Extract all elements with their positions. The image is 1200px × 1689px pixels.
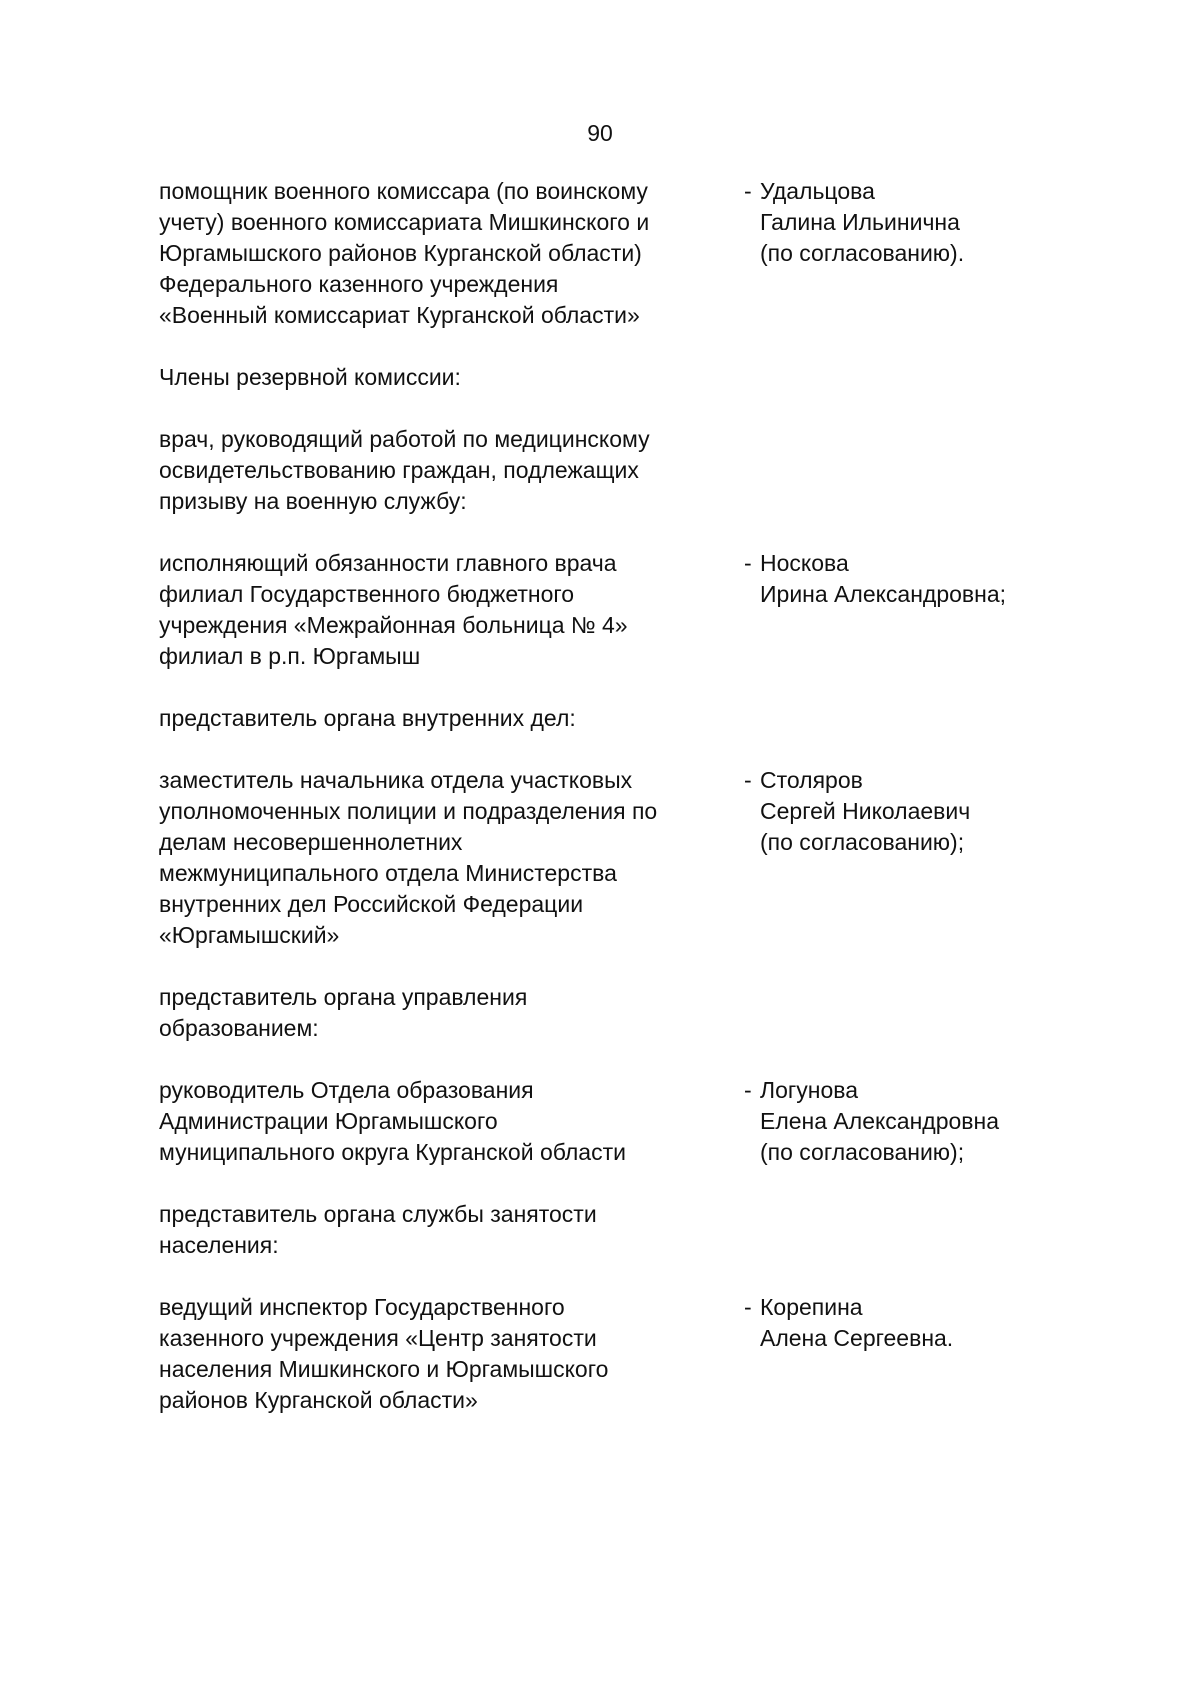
person-block [744, 1075, 1044, 1168]
section-heading-reserve-members: Члены резервной комиссии: [159, 364, 461, 390]
person-block [744, 765, 1044, 858]
dash-separator: - [744, 550, 752, 576]
position-text: заместитель начальника отдела участковых уполномоченных полиции и подразделения по делам несовершеннолетних межмуниципального отдела Министерства внутренних дел Российской Федерации «Юргамышский» [159, 767, 658, 948]
entry-row-chief-doctor [159, 548, 1059, 672]
position-text: ведущий инспектор Государственного казенного учреждения «Центр занятости населения Мишкинского и Юргамышского районов Курганской области» [159, 1294, 609, 1413]
dash-separator: - [744, 1294, 752, 1320]
entry-row-education-head [159, 1075, 1059, 1168]
person-block [744, 176, 1044, 269]
person-name: Логунова Елена Александровна (по согласованию); [760, 1077, 1000, 1165]
entry-row-assistant-commissar [159, 176, 1059, 331]
position-text: руководитель Отдела образования Администрации Юргамышского муниципального округа Курганской области [159, 1077, 626, 1165]
dash-separator: - [744, 178, 752, 204]
entry-row-employment-inspector [159, 1292, 1059, 1416]
entry-row-police-deputy [159, 765, 1059, 951]
dash-separator: - [744, 767, 752, 793]
person-block [744, 1292, 1044, 1354]
dash-separator: - [744, 1077, 752, 1103]
section-heading-doctor: врач, руководящий работой по медицинскому освидетельствованию граждан, подлежащих призыву на военную службу: [159, 426, 650, 514]
person-name: Удальцова Галина Ильинична (по согласованию). [760, 178, 965, 266]
position-text: помощник военного комиссара (по воинскому учету) военного комиссариата Мишкинского и Юргамышского районов Курганской области) Федерального казенного учреждения «Военный комиссариат Курганской области» [159, 178, 650, 328]
person-name: Корепина Алена Сергеевна. [760, 1294, 954, 1351]
section-heading-internal-affairs: представитель органа внутренних дел: [159, 705, 576, 731]
person-name: Носкова Ирина Александровна; [760, 550, 1007, 607]
commission-list [159, 176, 1059, 1416]
section-heading-employment: представитель органа службы занятости населения: [159, 1201, 597, 1258]
position-text: исполняющий обязанности главного врача филиал Государственного бюджетного учреждения «Межрайонная больница № 4» филиал в р.п. Юргамыш [159, 550, 628, 669]
page-number: 90 [587, 120, 613, 146]
person-block [744, 548, 1044, 610]
section-heading-education: представитель органа управления образованием: [159, 984, 528, 1041]
person-name: Столяров Сергей Николаевич (по согласованию); [760, 767, 971, 855]
